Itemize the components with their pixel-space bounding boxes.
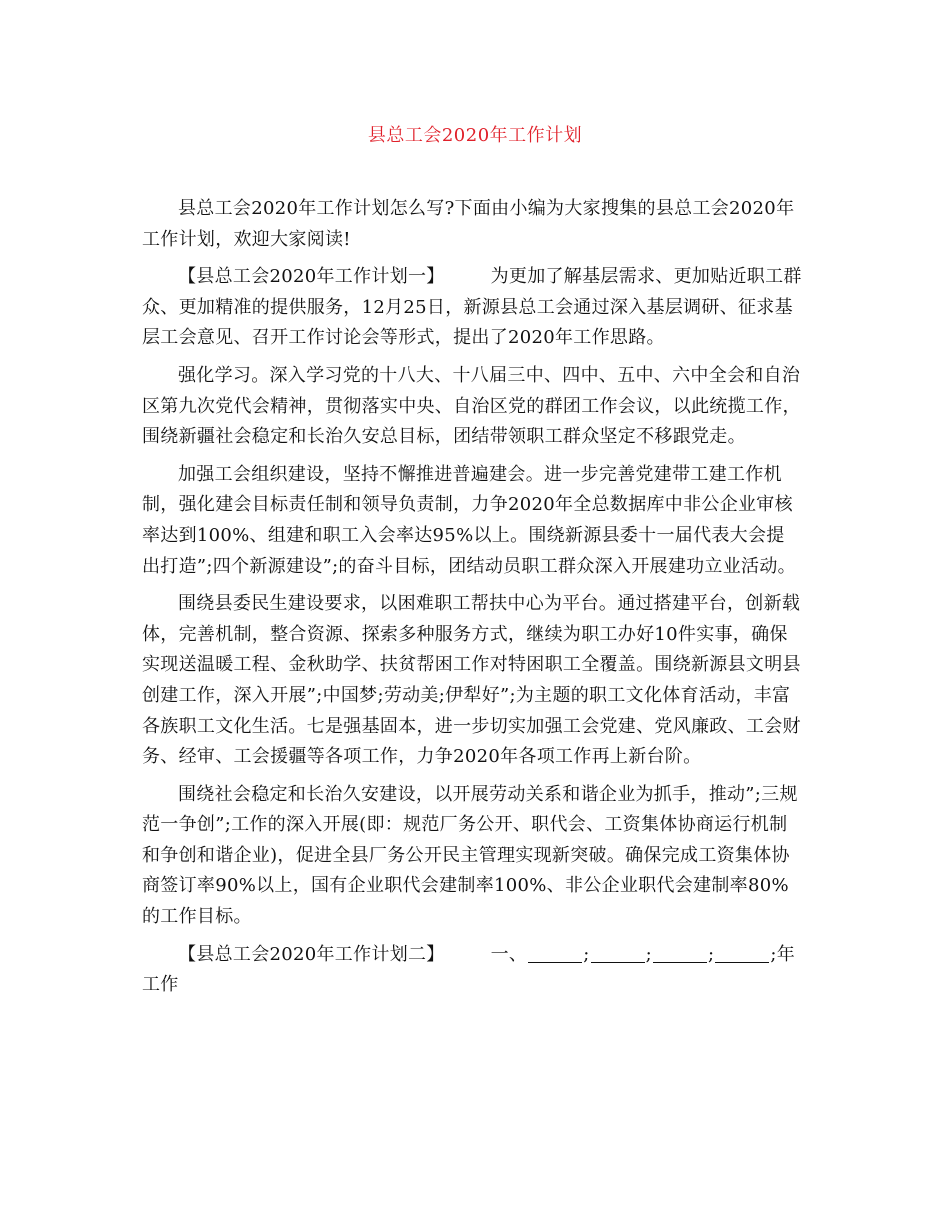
blank-separator: ; bbox=[583, 943, 590, 965]
fill-blank bbox=[591, 942, 645, 963]
livelihood-paragraph: 围绕县委民生建设要求，以困难职工帮扶中心为平台。通过搭建平台，创新载体，完善机制，整合资源、探索多种服务方式，继续为职工办好10件实事，确保实现送温暖工程、金秋助学、扶贫帮困工作对特困职工全覆盖。围绕新源县文明县创建工作，深入开展”;中国梦;劳动美;伊犁好”;为主题的职工文化体育活动，丰富各族职工文化生活。七是强基固本，进一步切实加强工会党建、党风廉政、工会财务、经审、工会援疆等各项工作，力争2020年各项工作再上新台阶。 bbox=[142, 593, 801, 768]
document-title: 县总工会2020年工作计划 bbox=[367, 125, 583, 146]
stability-paragraph: 围绕社会稳定和长治久安建设，以开展劳动关系和谐企业为抓手，推动”;三规范一争创”;工作的深入开展(即：规范厂务公开、职代会、工资集体协商运行机制和争创和谐企业)，促进全县厂务公开民主管理实现新突破。确保完成工资集体协商签订率90%以上，国有企业职代会建制率100%、非公企业职代会建制率80%的工作目标。 bbox=[142, 783, 798, 928]
blank-separator: ; bbox=[707, 943, 715, 965]
organization-paragraph: 加强工会组织建设，坚持不懈推进普遍建会。进一步完善党建带工建工作机制，强化建会目标责任制和领导负责制，力争2020年全总数据库中非公企业审核率达到100%、组建和职工入会率达95%以上。围绕新源县委十一届代表大会提出打造”;四个新源建设”;的奋斗目标，团结动员职工群众深入开展建功立业活动。 bbox=[142, 463, 796, 577]
plan-one-paragraph bbox=[142, 262, 802, 354]
intro-paragraph: 县总工会2020年工作计划怎么写?下面由小编为大家搜集的县总工会2020年工作计划，欢迎大家阅读! bbox=[142, 198, 795, 250]
plan-two-heading: 【县总工会2020年工作计划二】 bbox=[178, 943, 445, 965]
plan-two-paragraph bbox=[142, 940, 802, 1001]
plan-two-suffix: ;年工作 bbox=[142, 943, 796, 996]
study-paragraph: 强化学习。深入学习党的十八大、十八届三中、四中、五中、六中全会和自治区第九次党代会精神，贯彻落实中央、自治区党的群团工作会议，以此统揽工作，围绕新疆社会稳定和长治久安总目标，团结带领职工群众坚定不移跟党走。 bbox=[142, 364, 801, 448]
document-body bbox=[142, 194, 802, 1008]
blank-separator: ; bbox=[645, 943, 652, 965]
plan-one-heading: 【县总工会2020年工作计划一】 bbox=[178, 266, 445, 288]
plan-one-text: 为更加了解基层需求、更加贴近职工群众、更加精准的提供服务，12月25日，新源县总工会通过深入基层调研、征求基层工会意见、召开工作讨论会等形式，提出了2020年工作思路。 bbox=[142, 266, 802, 349]
plan-two-prefix: 一、 bbox=[490, 943, 528, 965]
fill-blank bbox=[653, 942, 707, 963]
fill-blank bbox=[715, 942, 769, 963]
fill-blank bbox=[528, 942, 582, 963]
